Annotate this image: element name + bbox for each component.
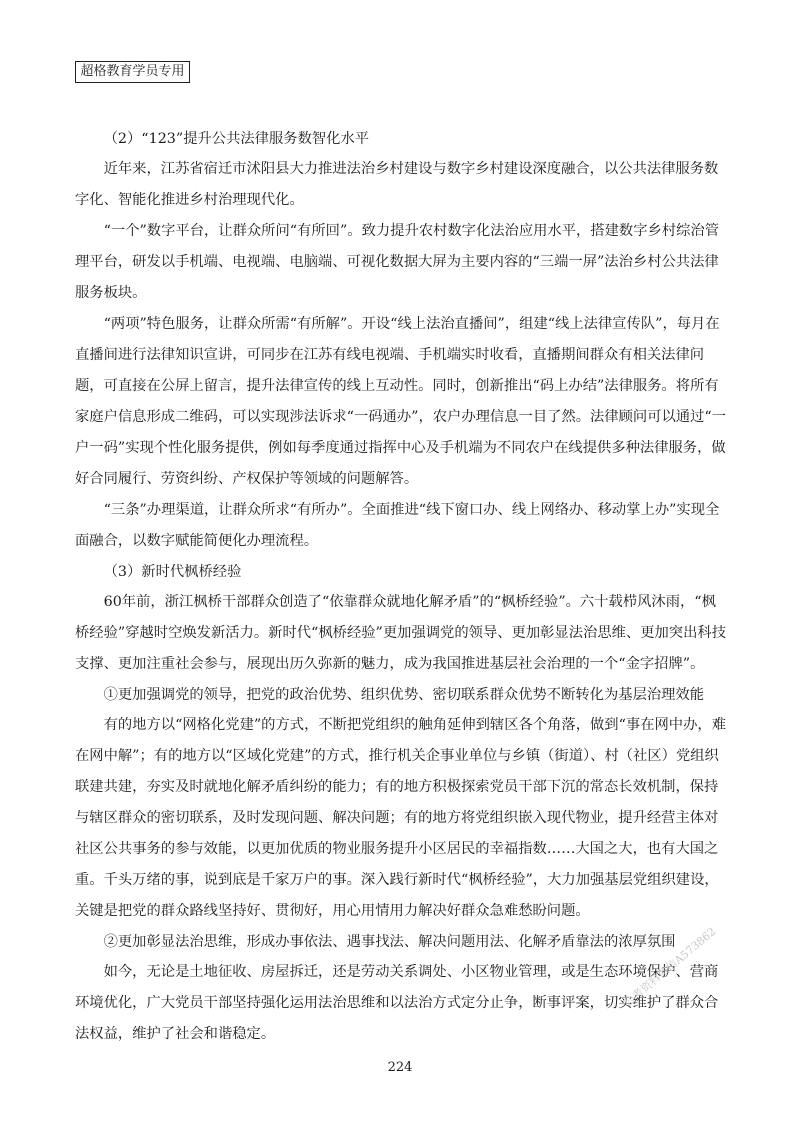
document-body (75, 124, 727, 1050)
paragraph: 60年前，浙江枫桥干部群众创造了“依靠群众就地化解矛盾”的“枫桥经验”。六十载栉风沐雨，“枫桥经验”穿越时空焕发新活力。新时代“枫桥经验”更加强调党的领导、更加彰显法治思维、更加突出科技支撑、更加注重社会参与，展现出历久弥新的魅力，成为我国推进基层社会治理的一个“金字招牌”。 (75, 594, 726, 672)
paragraph: 如今，无论是土地征收、房屋拆迁，还是劳动关系调处、小区物业管理，或是生态环境保护、营商环境优化，广大党员干部坚持强化运用法治思维和以法治方式定分止争，断事评案，切实维护了群众合法权益，维护了社会和谐稳定。 (75, 964, 719, 1042)
subsection-heading: ②更加彰显法治思维，形成办事依法、遇事找法、解决问题用法、化解矛盾靠法的浓厚氛围 (103, 934, 676, 950)
subsection-heading: ①更加强调党的领导，把党的政治优势、组织优势、密切联系群众优势不断转化为基层治理效能 (103, 687, 705, 703)
paragraph: “一个”数字平台，让群众所问“有所回”。致力提升农村数字化法治应用水平，搭建数字乡村综治管理平台，研发以手机端、电视端、电脑端、可视化数据大屏为主要内容的“三端一屏”法治乡村公共法律服务板块。 (75, 223, 719, 301)
paragraph: “两项”特色服务，让群众所需“有所解”。开设“线上法治直播间”，组建“线上法律宣传队”，每月在直播间进行法律知识宣讲，可同步在江苏有线电视端、手机端实时收看，直播期间群众有相关法律问题，可直接在公屏上留言，提升法律宣传的线上互动性。同时，创新推出“码上办结”法律服务。将所有家庭户信息形成二维码，可以实现涉法诉求“一码通办”，农户办理信息一目了然。法律顾问可以通过“一户一码”实现个性化服务提供，例如每季度通过指挥中心及手机端为不同农户在线提供多种法律服务，做好合同履行、劳资纠纷、产权保护等领域的问题解答。 (75, 316, 726, 487)
paragraph: “三条”办理渠道，让群众所求“有所办”。全面推进“线下窗口办、线上网络办、移动掌上办”实现全面融合，以数字赋能简便化办理流程。 (75, 502, 720, 549)
section-heading: （2）“123”提升公共法律服务数智化水平 (103, 131, 370, 147)
paragraph: 有的地方以“网格化党建”的方式，不断把党组织的触角延伸到辖区各个角落，做到“事在网中办，难在网中解”；有的地方以“区域化党建”的方式，推行机关企事业单位与乡镇（街道）、村（社区）党组织联建共建，夯实及时就地化解矛盾纠纷的能力；有的地方积极探索党员干部下沉的常态长效机制，保持与辖区群众的密切联系，及时发现问题、解决问题；有的地方将党组织嵌入现代物业，提升经营主体对社区公共事务的参与效能，以更加优质的物业服务提升小区居民的幸福指数……大国之大，也有大国之重。千头万绪的事，说到底是千家万户的事。深入践行新时代“枫桥经验”，大力加强基层党组织建设，关键是把党的群众路线坚持好、贯彻好，用心用情用力解决好群众急难愁盼问题。 (75, 717, 726, 919)
page-number: 224 (387, 1060, 413, 1075)
header-badge: 超格教育学员专用 (75, 61, 190, 83)
watermark-text: 公考资料微信A573862 (621, 925, 719, 1010)
section-heading: （3）新时代枫桥经验 (103, 564, 242, 580)
paragraph: 近年来，江苏省宿迁市沭阳县大力推进法治乡村建设与数字乡村建设深度融合，以公共法律服务数字化、智能化推进乡村治理现代化。 (75, 161, 719, 208)
